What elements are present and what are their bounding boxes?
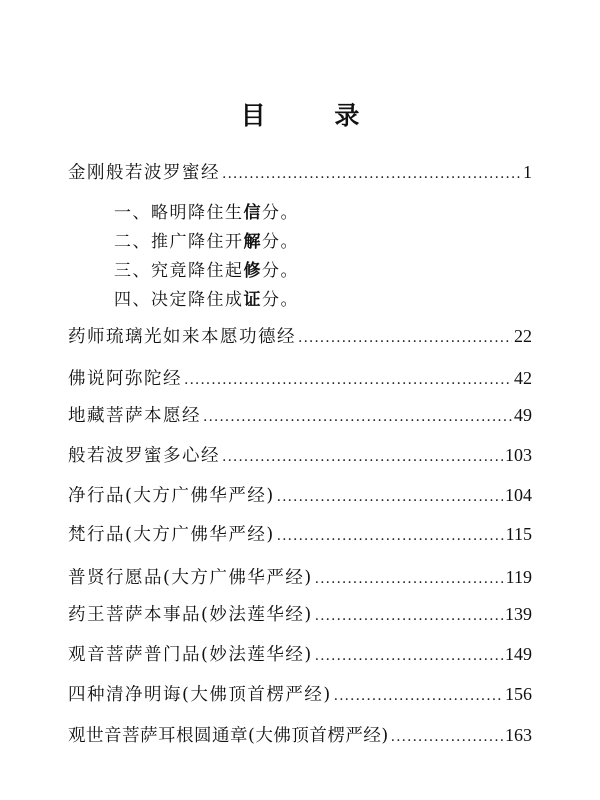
toc-entry[interactable] xyxy=(68,600,532,628)
toc-entry[interactable] xyxy=(68,640,532,668)
toc-subsection-emphasis: 解 xyxy=(243,232,262,252)
toc-entry-page: 22 xyxy=(514,326,532,346)
toc-subsection-suffix: 分。 xyxy=(262,261,299,281)
toc-entry-title: 药师琉璃光如来本愿功德经 xyxy=(68,327,296,347)
toc-leader-dots xyxy=(184,366,512,394)
toc-entry-page: 42 xyxy=(514,368,532,388)
toc-entry-page: 163 xyxy=(505,725,532,745)
toc-leader-dots xyxy=(334,682,503,710)
toc-entry[interactable] xyxy=(68,441,532,469)
toc-entry-title: 观音菩萨普门品(妙法莲华经) xyxy=(68,645,313,665)
toc-entry-title: 地藏菩萨本愿经 xyxy=(68,406,201,426)
toc-entry-page: 115 xyxy=(505,524,532,544)
toc-subsection[interactable] xyxy=(114,229,299,255)
toc-leader-dots xyxy=(391,723,503,751)
toc-subsection-prefix: 一、略明降住生 xyxy=(114,203,244,223)
toc-entry-page: 156 xyxy=(505,684,532,704)
toc-entry-page: 149 xyxy=(505,644,532,664)
toc-entry-page: 104 xyxy=(505,485,532,505)
toc-entry-title: 梵行品(大方广佛华严经) xyxy=(68,525,275,545)
toc-entry-page: 119 xyxy=(505,567,532,587)
toc-entry[interactable] xyxy=(68,563,532,591)
page-title: 目 录 xyxy=(240,101,390,130)
toc-entry-title: 佛说阿弥陀经 xyxy=(68,369,182,389)
toc-subsection-suffix: 分。 xyxy=(262,232,299,252)
toc-leader-dots xyxy=(203,403,512,431)
toc-entry-title: 药王菩萨本事品(妙法莲华经) xyxy=(68,605,313,625)
toc-entry[interactable] xyxy=(68,520,532,548)
toc-subsection[interactable] xyxy=(114,200,299,226)
toc-leader-dots xyxy=(222,160,521,188)
toc-subsection-suffix: 分。 xyxy=(262,203,299,223)
toc-leader-dots xyxy=(315,602,503,630)
toc-leader-dots xyxy=(315,565,504,593)
toc-entry-page: 49 xyxy=(514,405,532,425)
toc-leader-dots xyxy=(277,483,503,511)
toc-entry-page: 103 xyxy=(505,445,532,465)
toc-subsection[interactable] xyxy=(114,258,299,284)
toc-entry-title: 金刚般若波罗蜜经 xyxy=(68,163,220,183)
toc-leader-dots xyxy=(222,443,503,471)
toc-entry[interactable] xyxy=(68,401,532,429)
toc-leader-dots xyxy=(298,324,512,352)
toc-entry-title: 普贤行愿品(大方广佛华严经) xyxy=(68,568,313,588)
toc-subsection-prefix: 三、究竟降住起 xyxy=(114,261,244,281)
table-of-contents xyxy=(68,0,532,800)
toc-leader-dots xyxy=(315,642,503,670)
toc-subsection-suffix: 分。 xyxy=(262,290,299,310)
toc-entry-title: 般若波罗蜜多心经 xyxy=(68,446,220,466)
toc-subsection[interactable] xyxy=(114,287,299,313)
toc-subsection-emphasis: 证 xyxy=(243,290,262,310)
toc-entry-title: 四种清净明诲(大佛顶首楞严经) xyxy=(68,685,332,705)
toc-entry[interactable] xyxy=(68,364,532,392)
toc-entry-page: 1 xyxy=(523,162,532,182)
toc-entry-title: 观世音菩萨耳根圆通章(大佛顶首楞严经) xyxy=(68,726,389,746)
toc-subsection-prefix: 四、决定降住成 xyxy=(114,290,244,310)
toc-entry[interactable] xyxy=(68,322,532,350)
toc-entry[interactable] xyxy=(68,721,532,749)
toc-subsection-emphasis: 信 xyxy=(243,203,262,223)
toc-entry[interactable] xyxy=(68,680,532,708)
toc-subsection-emphasis: 修 xyxy=(243,261,262,281)
toc-entry-title: 净行品(大方广佛华严经) xyxy=(68,486,275,506)
toc-entry-page: 139 xyxy=(505,604,532,624)
toc-subsection-prefix: 二、推广降住开 xyxy=(114,232,244,252)
toc-entry[interactable] xyxy=(68,158,532,186)
toc-entry[interactable] xyxy=(68,481,532,509)
toc-leader-dots xyxy=(277,522,504,550)
